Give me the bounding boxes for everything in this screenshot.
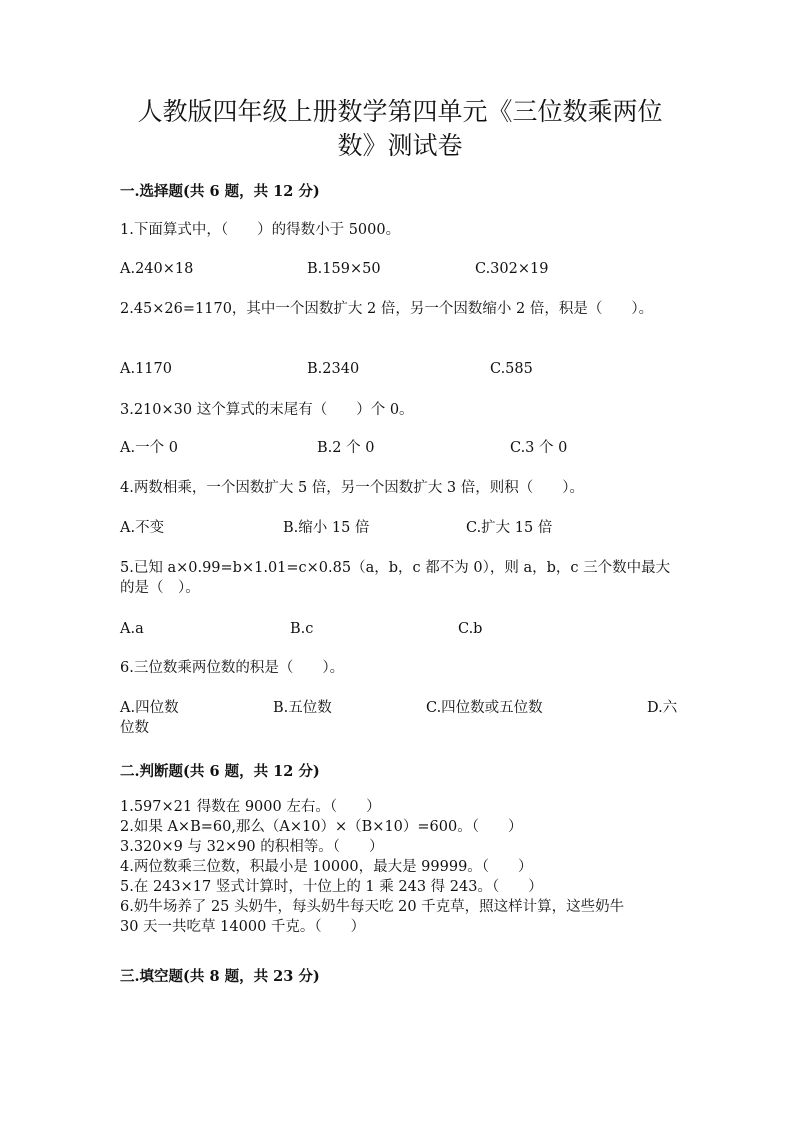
judgement-item-2: 2.如果 A×B=60,那么（A×10）×（B×10）=600。（ ） xyxy=(120,819,523,835)
q6-option-a: A.四位数 xyxy=(120,700,179,716)
q4-option-b: B.缩小 15 倍 xyxy=(283,520,370,536)
section-heading-judgement: 二.判断题(共 6 题，共 12 分) xyxy=(120,763,320,780)
q1-option-c: C.302×19 xyxy=(475,261,549,277)
q4-option-c: C.扩大 15 倍 xyxy=(466,520,553,536)
judgement-item-1: 1.597×21 得数在 9000 左右。（ ） xyxy=(120,799,381,815)
question-2: 2.45×26=1170，其中一个因数扩大 2 倍，另一个因数缩小 2 倍，积是（ ）。 xyxy=(120,301,654,317)
exam-title-line-2: 数》测试卷 xyxy=(337,131,463,160)
q6-option-d: D.六 xyxy=(647,700,678,716)
section-heading-choice: 一.选择题(共 6 题，共 12 分) xyxy=(120,183,320,200)
question-1: 1.下面算式中，（ ）的得数小于 5000。 xyxy=(120,222,401,238)
q3-option-a: A.一个 0 xyxy=(120,440,178,456)
question-5: 5.已知 a×0.99=b×1.01=c×0.85（a，b，c 都不为 0），则 a，b，c 三个数中最大的是（ ）。 xyxy=(120,560,671,596)
q6-option-d-continued: 位数 xyxy=(120,720,149,736)
question-6: 6.三位数乘两位数的积是（ ）。 xyxy=(120,660,345,676)
section-heading-fill-in: 三.填空题(共 8 题，共 23 分) xyxy=(120,968,320,985)
q2-option-c: C.585 xyxy=(490,361,533,377)
exam-title-line-1: 人教版四年级上册数学第四单元《三位数乘两位 xyxy=(137,97,663,126)
q5-option-a: A.a xyxy=(120,621,144,637)
judgement-item-5: 5.在 243×17 竖式计算时，十位上的 1 乘 243 得 243。（ ） xyxy=(120,879,543,895)
q6-option-c: C.四位数或五位数 xyxy=(426,700,543,716)
judgement-item-6: 6.奶牛场养了 25 头奶牛，每头奶牛每天吃 20 千克草，照这样计算，这些奶牛 xyxy=(120,899,625,915)
q3-option-b: B.2 个 0 xyxy=(317,440,375,456)
q1-option-b: B.159×50 xyxy=(307,261,381,277)
q2-option-a: A.1170 xyxy=(120,361,172,377)
judgement-item-3: 3.320×9 与 32×90 的积相等。（ ） xyxy=(120,839,384,855)
judgement-item-4: 4.两位数乘三位数，积最小是 10000，最大是 99999。（ ） xyxy=(120,859,533,875)
q2-option-b: B.2340 xyxy=(307,361,360,377)
question-3: 3.210×30 这个算式的末尾有（ ）个 0。 xyxy=(120,402,414,418)
q3-option-c: C.3 个 0 xyxy=(510,440,568,456)
q4-option-a: A.不变 xyxy=(120,520,165,536)
question-4: 4.两数相乘，一个因数扩大 5 倍，另一个因数扩大 3 倍，则积（ ）。 xyxy=(120,480,584,496)
q6-option-b: B.五位数 xyxy=(273,700,332,716)
judgement-item-6-continued: 30 天一共吃草 14000 千克。（ ） xyxy=(120,919,366,935)
q5-option-b: B.c xyxy=(290,621,314,637)
q5-option-c: C.b xyxy=(458,621,483,637)
q1-option-a: A.240×18 xyxy=(120,261,194,277)
